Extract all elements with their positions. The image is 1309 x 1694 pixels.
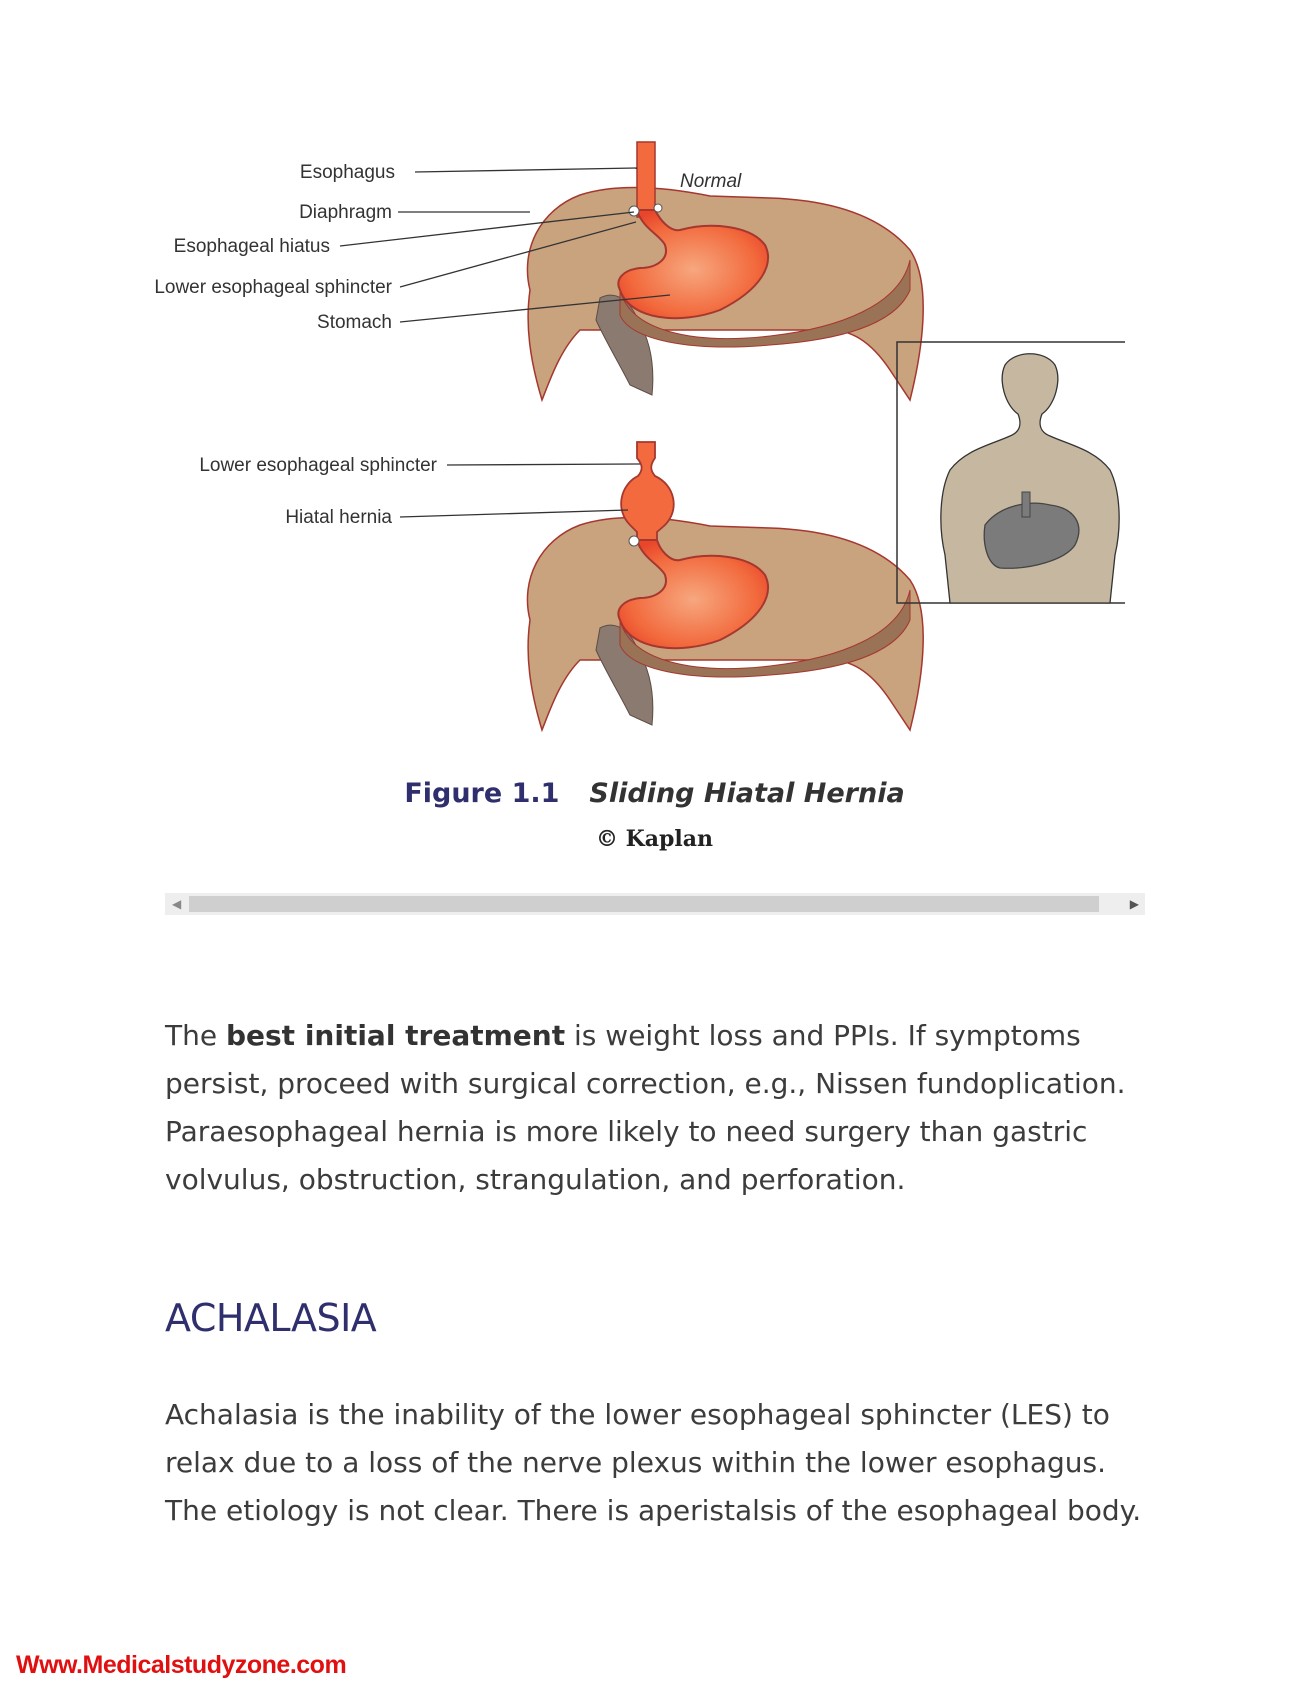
scroll-right-icon[interactable]: ▶: [1129, 897, 1139, 911]
torso-inset: [897, 342, 1125, 603]
treatment-text-pre: The: [165, 1019, 226, 1052]
hernia-sac-shape: [621, 442, 674, 540]
scrollbar-thumb[interactable]: [189, 896, 1099, 912]
figure-caption: [0, 778, 1309, 809]
figure-credit: © Kaplan: [595, 826, 714, 852]
label-esophageal-hiatus: Esophageal hiatus: [173, 236, 330, 257]
section-heading: ACHALASIA: [165, 1296, 377, 1340]
label-diaphragm: Diaphragm: [299, 202, 392, 223]
label-les-top: Lower esophageal sphincter: [154, 277, 392, 298]
label-esophagus: Esophagus: [299, 162, 395, 183]
watermark: Www.Medicalstudyzone.com: [16, 1651, 347, 1679]
label-normal: Normal: [680, 171, 742, 192]
figure-title: Sliding Hiatal Hernia: [589, 778, 905, 809]
label-stomach: Stomach: [317, 312, 392, 333]
treatment-paragraph: [165, 1012, 1145, 1204]
treatment-bold-text: best initial treatment: [225, 1019, 566, 1052]
treatment-text-post: is weight loss and PPIs. If symptoms persist, proceed with surgical correction, e.g., Nissen fundoplication. Paraesophageal hernia is more likely to need surgery than gastric volvulus, obstruction, strangulation, and perforation.: [165, 1019, 1126, 1196]
label-les-bottom: Lower esophageal sphincter: [199, 455, 437, 476]
figure-number: Figure 1.1: [404, 778, 560, 809]
scroll-left-icon[interactable]: ◀: [172, 897, 182, 911]
horizontal-scrollbar[interactable]: [165, 893, 1145, 915]
hernia-anatomy-illustration: [527, 442, 923, 730]
hiatal-hernia-figure: [150, 140, 1150, 750]
esophagus-shape: [637, 142, 655, 217]
achalasia-paragraph: Achalasia is the inability of the lower esophageal sphincter (LES) to relax due to a loss of the nerve plexus within the lower esophagus. The etiology is not clear. There is aperistalsis of the esophageal body.: [165, 1398, 1142, 1527]
label-hiatal-hernia: Hiatal hernia: [285, 507, 392, 528]
